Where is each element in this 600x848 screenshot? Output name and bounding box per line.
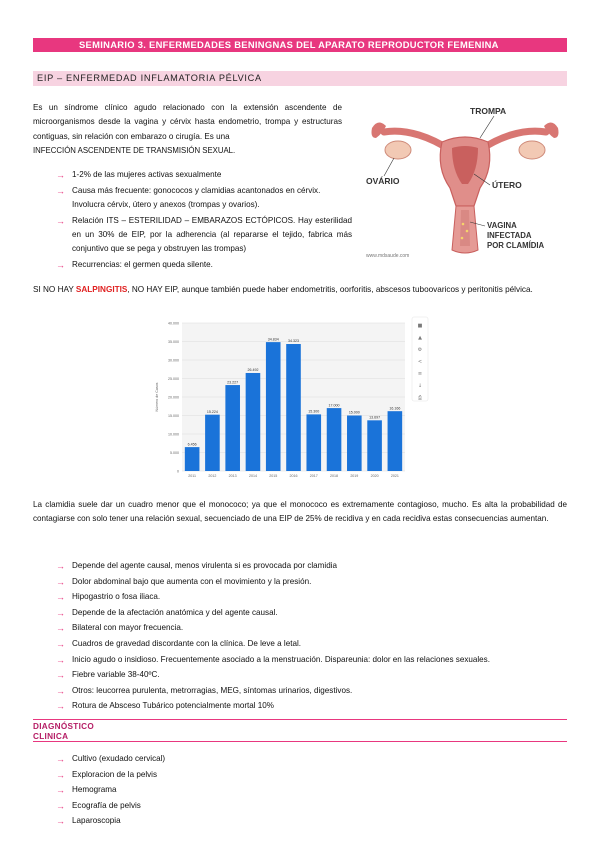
x-tick-label: 2011 [188,474,197,478]
diagnosis-list [56,752,356,830]
x-tick-label: 2015 [269,474,278,478]
bar-value-label: 6.456 [187,442,197,447]
list-item-text: 1-2% de las mujeres activas sexualmente [72,170,222,179]
bar-value-label: 15.300 [308,409,320,414]
arrow-icon: → [56,561,65,571]
list-item [56,575,566,589]
x-tick-label: 2016 [289,474,298,478]
arrow-icon: → [56,816,65,826]
bar-value-label: 16.166 [389,406,401,411]
arrow-icon: → [56,607,65,618]
list-item-text: Cuadros de gravedad discordante con la clínica. De leve a letal. [72,638,302,648]
list-item [56,752,356,766]
bar [347,416,362,472]
document-header: SEMINARIO 3. ENFERMEDADES BENINGNAS DEL APARATO REPRODUCTOR FEMENINA [33,38,567,52]
y-tick-label: 25.000 [168,377,179,381]
bar [286,344,301,471]
bar [388,411,403,471]
x-tick-label: 2021 [390,474,399,478]
list-item [56,653,566,667]
list-item-text: Cultivo (exudado cervical) [72,754,166,763]
diagnosis-heading-line1: DIAGNÓSTICO [33,722,95,731]
arrow-icon: → [56,623,65,634]
bar-value-label: 13.697 [369,415,381,420]
list-item-text: Ecografía de pelvis [72,800,141,810]
arrow-icon: → [56,701,65,712]
bar-value-label: 34.834 [267,337,279,342]
diagnosis-heading-line2: CLINICA [33,731,69,741]
label-trompa: TROMPA [470,106,507,116]
bar [306,414,321,471]
bar-value-label: 17.000 [328,403,340,408]
list-item [56,783,356,797]
list-item [56,258,352,272]
bar-value-label: 26.492 [247,368,259,373]
arrow-icon: → [56,186,65,196]
y-tick-label: 5.000 [170,451,179,455]
bar [327,408,342,471]
key-facts-list [56,168,352,274]
arrow-icon: → [56,576,65,587]
x-tick-label: 2018 [330,474,339,478]
list-item-text: Inicio agudo o insidioso. Frecuentemente asociado a la menstruación. Dispareunia: dolor en las relaciones sexuales. [72,654,490,664]
list-item [56,768,356,782]
list-item [56,699,566,713]
x-tick-label: 2012 [208,474,217,478]
list-item-text: Hemograma [72,785,117,794]
arrow-icon: → [56,638,65,649]
list-item [56,590,566,604]
y-tick-label: 30.000 [168,358,179,363]
list-item [56,184,352,212]
divider [33,741,567,742]
bar [367,420,382,471]
salpingitis-pre: SI NO HAY [33,285,76,294]
list-item [56,606,566,620]
y-tick-label: 15.000 [168,414,179,418]
bookmark-icon[interactable]: ▲ [418,334,422,341]
label-utero: ÚTERO [492,180,522,190]
y-tick-label: 10.000 [168,432,179,437]
y-tick-label: 40.000 [168,321,179,326]
label-vagina-3: POR CLAMÍDIA [487,241,545,250]
y-axis-label: Número de Casos [155,382,159,412]
list-item [56,799,356,813]
bar-value-label: 15.224 [206,409,218,414]
list-item [56,668,566,682]
image-source: www.mdsaude.com [366,253,410,259]
bar-value-label: 34.323 [288,339,299,344]
uterus-anatomy-illustration [362,98,567,261]
list-item [56,168,352,182]
download-icon[interactable]: ↓ [417,382,423,389]
bar [246,373,261,471]
list-item-text: Causa más frecuente: gonococos y clamidias acantonados en cérvix. Involucra cérvix, útero y anexos (trompas y ovarios). [72,186,321,209]
arrow-icon: → [56,785,65,795]
x-tick-label: 2013 [228,474,237,478]
bar [185,447,200,471]
section-title: EIP – ENFERMEDAD INFLAMATORIA PÉLVICA [33,71,567,86]
list-item-text: Rotura de Absceso Tubárico potencialmente mortal 10% [72,701,275,711]
arrow-icon: → [56,800,65,811]
clinical-features-list [56,559,566,715]
print-icon[interactable]: ⎙ [417,394,423,401]
bar-value-label: 15.000 [348,410,360,415]
list-item-text: Depende de la afectación anatómica y del agente causal. [72,607,278,617]
x-tick-label: 2014 [248,474,257,478]
salpingitis-paragraph [33,283,567,297]
intro-text: Es un síndrome clínico agudo relacionado con la extensión ascendente de microorganismos desde la vagina y cérvix hasta endometrio, trompa y estructuras contiguas, sin relación con embarazo o cirugía. Es una [33,103,342,141]
list-item [56,621,566,635]
arrow-icon: → [56,216,65,226]
list-item [56,637,566,651]
label-ovario: OVÁRIO [366,176,400,186]
share-icon[interactable]: < [417,358,423,365]
intro-paragraph [33,101,342,159]
x-tick-label: 2020 [370,474,379,478]
bar [205,415,220,471]
salpingitis-highlight: SALPINGITIS [75,285,128,294]
list-item-text: Laparoscopia [72,816,121,825]
list-item [56,684,566,698]
divider [33,719,567,720]
arrow-icon: → [56,654,65,665]
list-item-text: Exploracion de la pelvis [72,769,158,779]
y-tick-label: 20.000 [168,395,179,400]
list-item-text: Depende del agente causal, menos virulenta si es provocada por clamidia [72,561,338,570]
arrow-icon: → [56,685,65,696]
arrow-icon: → [56,170,65,180]
x-tick-label: 2019 [350,474,359,478]
x-tick-label: 2017 [309,474,318,478]
list-item-text: Dolor abdominal bajo que aumenta con el movimiento y la presión. [72,576,312,586]
arrow-icon: → [56,754,65,764]
arrow-icon: → [56,592,65,603]
intro-caps: INFECCIÓN ASCENDENTE DE TRANSMISIÓN SEXUAL. [33,146,236,156]
y-tick-label: 35.000 [168,340,179,344]
cases-bar-chart [150,313,440,493]
settings-icon[interactable]: ⚙ [417,346,423,353]
arrow-icon: → [56,670,65,681]
list-item [56,214,352,256]
arrow-icon: → [56,260,65,270]
list-item [56,814,356,828]
salpingitis-post: , NO HAY EIP, aunque también puede haber endometritis, oorforitis, abscesos tuboovaricos y peritonitis pélvica. [127,285,533,294]
diagnosis-heading [33,722,94,741]
list-item-text: Otros: leucorrea purulenta, metrorragias, MEG, síntomas urinarios, digestivos. [72,685,353,695]
arrow-icon: → [56,769,65,780]
list-item-text: Fiebre variable 38-40ºC. [72,670,160,680]
list-item-text: Bilateral con mayor frecuencia. [72,623,184,633]
list-item-text: Recurrencias: el germen queda silente. [72,260,213,269]
label-vagina-2: INFECTADA [487,231,532,240]
y-tick-label: 0 [177,469,179,474]
bar-value-label: 23.227 [227,380,239,385]
bar [266,342,281,471]
bar [225,385,240,471]
list-item-text: Relación ITS – ESTERILIDAD – EMBARAZOS ECTÓPICOS. Hay esterilidad en un 30% de EIP, por la adherencia (al repararse el tejido, fabrica más conjuntivo que se pega y obstruyen las trompas) [72,216,352,253]
list-icon[interactable]: ≡ [417,370,423,377]
label-vagina-1: VAGINA [487,221,517,230]
fullscreen-icon[interactable]: ■ [417,322,423,329]
chlamydia-paragraph: La clamidia suele dar un cuadro menor que el monococo; ya que el monococo es extremamente contagioso, mucho. Es alta la probabilidad de contagiarse con solo tener una relación sexual, secuenciado de una EIP de 25% de recidiva y en cada recidiva estas consecuencias aumentan. [33,500,567,524]
list-item-text: Hipogastrio o fosa iliaca. [72,592,161,602]
list-item [56,559,566,573]
